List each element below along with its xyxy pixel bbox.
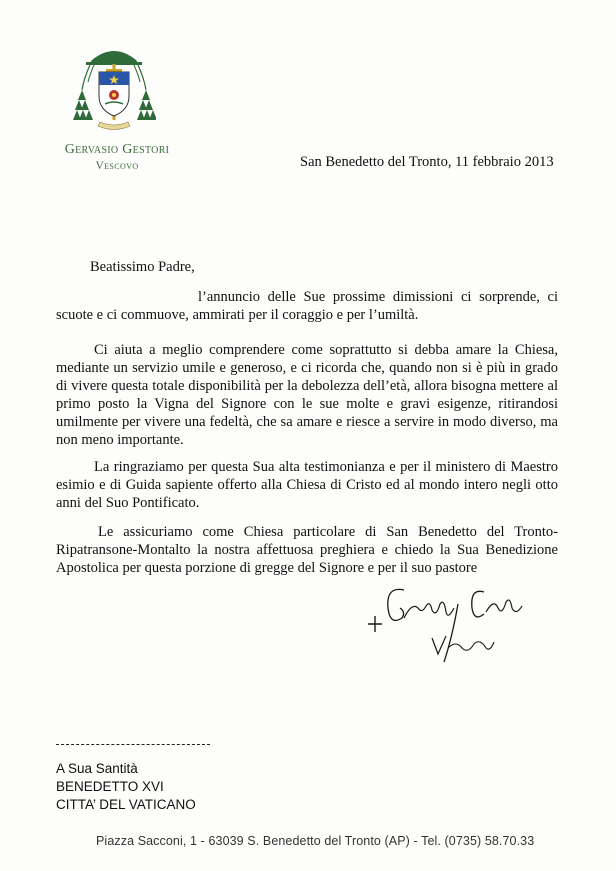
body-paragraph: l’annuncio delle Sue prossime dimissioni ci sorprende, ci scuote e ci commuove, ammirati per il coraggio e per l’umiltà. [56,289,558,323]
episcopal-coat-of-arms-icon [72,38,156,134]
body-paragraph: Ci aiuta a meglio comprendere come soprattutto si debba amare la Chiesa, mediante un servizio umile e generoso, e ci ricorda che, quando non si è più in grado di vivere questa totale disponibilità per la debolezza dell’età, allora bisogna mettere al primo posto la Vigna del Signore con le sue molte e gravi esigenze, ritirandosi umilmente per vivere una fedeltà, che sa amare e riesce a servire in modo diverso, ma non meno importante. [56,342,558,448]
body-paragraph: Le assicuriamo come Chiesa particolare di San Benedetto del Tronto-Ripatransone-Montalto la nostra affettuosa preghiera e chiedo la Sua Benedizione Apostolica per questa porzione di gregge del Signore e per il suo pastore [56,524,558,576]
recipient-line: BENEDETTO XVI [56,779,164,794]
handwritten-signature [366,578,526,664]
letterhead-footer: Piazza Sacconi, 1 - 63039 S. Benedetto del Tronto (AP) - Tel. (0735) 58.70.33 [96,834,535,848]
recipient-line: CITTA’ DEL VATICANO [56,797,196,812]
body-paragraph: La ringraziamo per questa Sua alta testimonianza e per il ministero di Maestro esimio e di Guida sapiente offerto alla Chiesa di Cristo ed al mondo intero negli otto anni del Suo Pontificato. [56,459,558,511]
date-line: San Benedetto del Tronto, 11 febbraio 2013 [300,154,554,170]
letterhead-name: Gervasio Gestori [64,142,170,157]
recipient-line: A Sua Santità [56,761,138,776]
recipient-address [56,760,196,814]
salutation: Beatissimo Padre, [90,259,195,275]
separator-line [56,744,210,745]
letterhead-role: Vescovo [95,160,139,172]
